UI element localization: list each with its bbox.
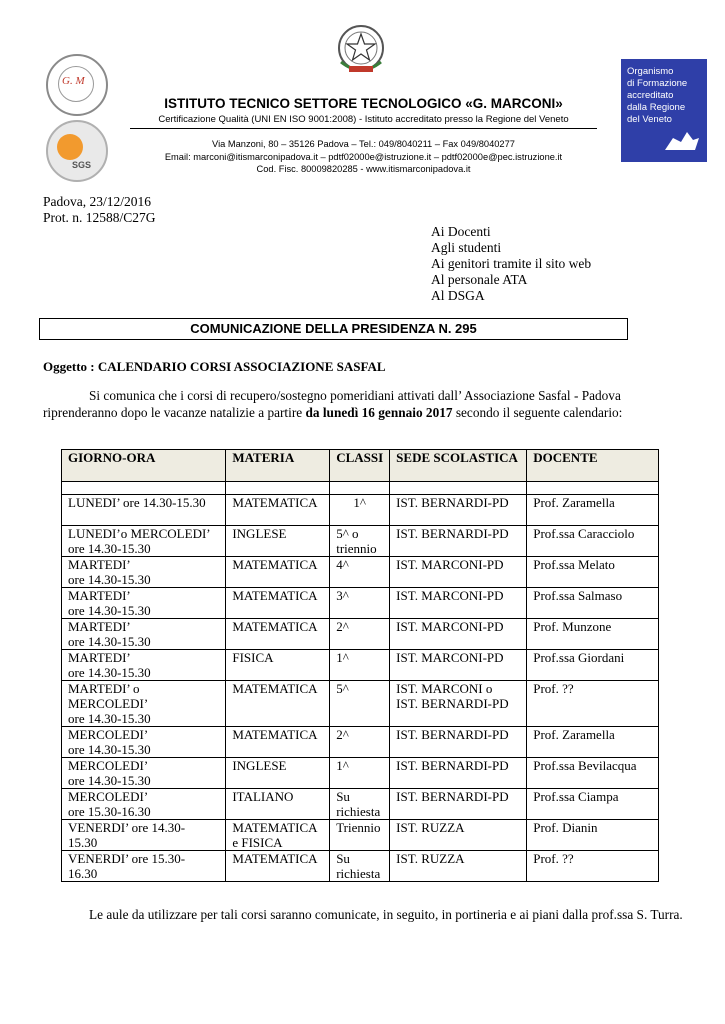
- recipient: Al DSGA: [431, 288, 485, 303]
- cell-subject: MATEMATICA: [226, 588, 330, 619]
- table-row: [62, 820, 659, 851]
- header-divider: [130, 128, 597, 129]
- course-calendar-table: [61, 449, 659, 882]
- regione-veneto-logo: [621, 59, 707, 162]
- recipient: Ai Docenti: [431, 224, 491, 239]
- cell-day: LUNEDI’o MERCOLEDI’ ore 14.30-15.30: [62, 526, 226, 557]
- school-name: ISTITUTO TECNICO SETTORE TECNOLOGICO «G. MARCONI»: [164, 96, 563, 111]
- cell-classes: 3^: [330, 588, 390, 619]
- quality-logo-mark: G. M: [62, 75, 85, 87]
- cell-teacher: Prof. Dianin: [527, 820, 659, 851]
- cell-teacher: Prof. ??: [527, 681, 659, 727]
- cell-teacher: Prof.ssa Giordani: [527, 650, 659, 681]
- column-header-subject: MATERIA: [226, 450, 330, 482]
- cell-teacher: Prof.ssa Melato: [527, 557, 659, 588]
- column-header-site: SEDE SCOLASTICA: [390, 450, 527, 482]
- cell-teacher: Prof.ssa Caracciolo: [527, 526, 659, 557]
- intro-text-2: secondo il seguente calendario:: [452, 405, 623, 420]
- school-fiscal-code: Cod. Fisc. 80009820285 - www.itismarconipadova.it: [256, 164, 471, 174]
- cell-site: IST. BERNARDI-PD: [390, 789, 527, 820]
- cell-teacher: Prof.ssa Salmaso: [527, 588, 659, 619]
- cell-day: VENERDI’ ore 15.30- 16.30: [62, 851, 226, 882]
- recipient: Agli studenti: [431, 240, 502, 255]
- cell-day: MERCOLEDI’ ore 14.30-15.30: [62, 727, 226, 758]
- communication-banner: COMUNICAZIONE DELLA PRESIDENZA N. 295: [39, 318, 628, 340]
- cell-day: LUNEDI’ ore 14.30-15.30: [62, 495, 226, 526]
- cell-site: IST. MARCONI-PD: [390, 588, 527, 619]
- cell-site: IST. BERNARDI-PD: [390, 495, 527, 526]
- cell-teacher: Prof.ssa Bevilacqua: [527, 758, 659, 789]
- cell-classes: 2^: [330, 727, 390, 758]
- table-row: [62, 851, 659, 882]
- cell-site: IST. MARCONI o IST. BERNARDI-PD: [390, 681, 527, 727]
- column-header-teacher: DOCENTE: [527, 450, 659, 482]
- cell-day: MARTEDI’ ore 14.30-15.30: [62, 650, 226, 681]
- cell-subject: INGLESE: [226, 758, 330, 789]
- cell-day: MARTEDI’ ore 14.30-15.30: [62, 588, 226, 619]
- cell-subject: MATEMATICA: [226, 557, 330, 588]
- cell-site: IST. RUZZA: [390, 820, 527, 851]
- table-row: [62, 758, 659, 789]
- winged-lion-icon: [663, 128, 701, 154]
- table-row: [62, 557, 659, 588]
- sgs-iso-logo: [46, 120, 108, 182]
- column-header-classes: CLASSI: [330, 450, 390, 482]
- cell-teacher: Prof. ??: [527, 851, 659, 882]
- table-row: [62, 650, 659, 681]
- cell-subject: INGLESE: [226, 526, 330, 557]
- place-date: Padova, 23/12/2016: [43, 194, 151, 209]
- recipient: Al personale ATA: [431, 272, 528, 287]
- cell-site: IST. BERNARDI-PD: [390, 727, 527, 758]
- cell-subject: FISICA: [226, 650, 330, 681]
- closing-paragraph: Le aule da utilizzare per tali corsi saranno comunicate, in seguito, in portineria e ai piani dalla prof.ssa S. Turra.: [89, 907, 683, 922]
- intro-text-1: Si comunica che i corsi di recupero/sostegno pomeridiani attivati dall’ Associazione Sasfal - Padova riprenderanno dopo le vacanze natalizie a partire: [43, 388, 621, 420]
- cell-subject: MATEMATICA: [226, 619, 330, 650]
- cell-classes: 5^: [330, 681, 390, 727]
- region-logo-line: Organismo: [627, 66, 674, 77]
- region-logo-line: accreditato: [627, 90, 674, 101]
- cell-day: VENERDI’ ore 14.30- 15.30: [62, 820, 226, 851]
- table-row: [62, 495, 659, 526]
- cell-site: IST. MARCONI-PD: [390, 650, 527, 681]
- iso-badge-icon: [57, 134, 83, 160]
- cell-subject: MATEMATICA: [226, 727, 330, 758]
- cell-day: MERCOLEDI’ ore 15.30-16.30: [62, 789, 226, 820]
- recipients-list: [431, 224, 591, 304]
- region-logo-line: del Veneto: [627, 114, 672, 125]
- table-header-row: [62, 450, 659, 482]
- region-logo-line: di Formazione: [627, 78, 688, 89]
- school-certification: Certificazione Qualità (UNI EN ISO 9001:2008) - Istituto accreditato presso la Regione del Veneto: [158, 114, 569, 125]
- intro-start-date: da lunedì 16 gennaio 2017: [305, 405, 453, 420]
- date-block: [43, 194, 156, 226]
- cell-site: IST. MARCONI-PD: [390, 557, 527, 588]
- cell-classes: 1^: [330, 650, 390, 681]
- table-spacer-row: [62, 482, 659, 495]
- cell-subject: MATEMATICA e FISICA: [226, 820, 330, 851]
- cell-subject: MATEMATICA: [226, 495, 330, 526]
- column-header-day: GIORNO-ORA: [62, 450, 226, 482]
- cell-site: IST. RUZZA: [390, 851, 527, 882]
- cell-day: MARTEDI’ ore 14.30-15.30: [62, 557, 226, 588]
- cell-site: IST. MARCONI-PD: [390, 619, 527, 650]
- table-row: [62, 789, 659, 820]
- cell-teacher: Prof.ssa Ciampa: [527, 789, 659, 820]
- cell-classes: Su richiesta: [330, 851, 390, 882]
- cell-day: MARTEDI’ ore 14.30-15.30: [62, 619, 226, 650]
- quality-logo: [46, 54, 108, 116]
- cell-teacher: Prof. Zaramella: [527, 727, 659, 758]
- table-row: [62, 619, 659, 650]
- school-email: Email: marconi@itismarconipadova.it – pdtf02000e@istruzione.it – pdtf02000e@pec.istruzione.it: [164, 151, 563, 162]
- school-address: Via Manzoni, 80 – 35126 Padova – Tel.: 049/8040211 – Fax 049/8040277: [212, 139, 515, 149]
- cell-classes: 1^: [330, 495, 390, 526]
- cell-classes: Triennio: [330, 820, 390, 851]
- cell-teacher: Prof. Zaramella: [527, 495, 659, 526]
- subject-line: Oggetto : CALENDARIO CORSI ASSOCIAZIONE SASFAL: [43, 359, 386, 374]
- cell-classes: 1^: [330, 758, 390, 789]
- cell-site: IST. BERNARDI-PD: [390, 758, 527, 789]
- cell-day: MARTEDI’ o MERCOLEDI’ ore 14.30-15.30: [62, 681, 226, 727]
- school-contacts: [130, 138, 597, 176]
- cell-subject: MATEMATICA: [226, 851, 330, 882]
- table-row: [62, 526, 659, 557]
- cell-site: IST. BERNARDI-PD: [390, 526, 527, 557]
- cell-classes: 5^ o triennio: [330, 526, 390, 557]
- table-row: [62, 681, 659, 727]
- intro-paragraph: [43, 387, 683, 421]
- italian-republic-emblem-icon: [333, 22, 389, 80]
- protocol-number: Prot. n. 12588/C27G: [43, 210, 156, 225]
- cell-subject: MATEMATICA: [226, 681, 330, 727]
- recipient: Ai genitori tramite il sito web: [431, 256, 592, 271]
- cell-classes: 2^: [330, 619, 390, 650]
- sgs-label: SGS: [72, 160, 92, 170]
- table-row: [62, 727, 659, 758]
- cell-classes: 4^: [330, 557, 390, 588]
- cell-teacher: Prof. Munzone: [527, 619, 659, 650]
- cell-classes: Su richiesta: [330, 789, 390, 820]
- table-row: [62, 588, 659, 619]
- region-logo-line: dalla Regione: [627, 102, 686, 113]
- cell-day: MERCOLEDI’ ore 14.30-15.30: [62, 758, 226, 789]
- cell-subject: ITALIANO: [226, 789, 330, 820]
